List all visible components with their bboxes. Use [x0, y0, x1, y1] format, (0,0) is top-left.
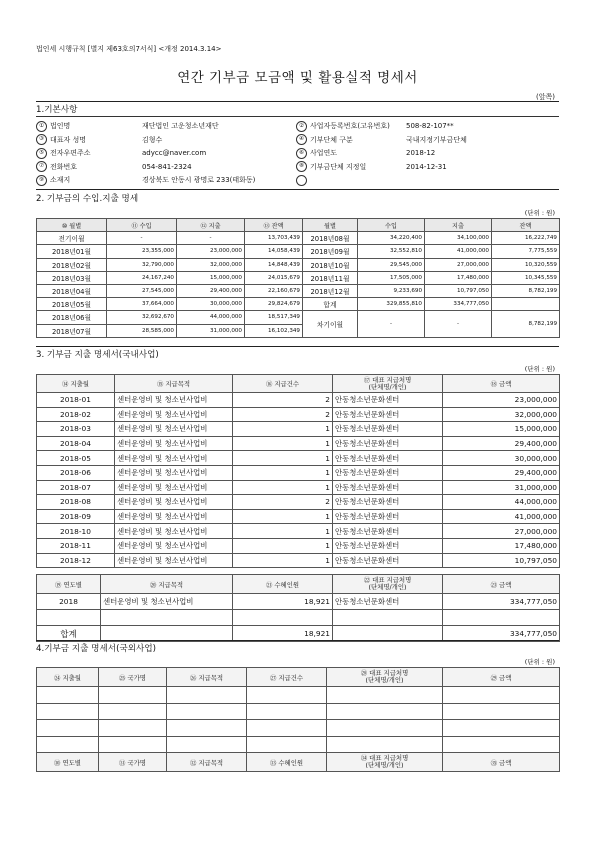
- cell-balance: 14,058,439: [245, 245, 303, 258]
- table-row: [37, 610, 560, 626]
- cell-count: 2: [233, 393, 333, 408]
- cell-month: 2018-05: [37, 451, 115, 466]
- cell-count: 1: [233, 509, 333, 524]
- cell-balance: [492, 298, 560, 311]
- field-number: ⑦: [36, 161, 47, 172]
- cell-year: 2018: [37, 594, 101, 610]
- total-amount: 334,777,050: [443, 626, 560, 642]
- col-country: ㉕ 국가명: [99, 668, 167, 687]
- cell-recipient: 안동청소년문화센터: [333, 594, 443, 610]
- col-income-2: 수입: [358, 219, 425, 232]
- cell-amount: 41,000,000: [443, 509, 560, 524]
- cell-month: 2018년10월: [303, 258, 358, 271]
- cell-purpose: 센터운영비 및 청소년사업비: [115, 451, 233, 466]
- col-beneficiaries: ㉝ 수혜인원: [247, 753, 327, 772]
- table-row: [37, 393, 560, 408]
- cell-expense: -: [177, 232, 245, 245]
- table-row: [37, 509, 560, 524]
- cell-month: 2018-06: [37, 465, 115, 480]
- col-recipient-line1: ㉒ 대표 지급처명: [363, 576, 412, 584]
- cell-expense: 334,777,050: [425, 298, 492, 311]
- cell-recipient: 안동청소년문화센터: [333, 422, 443, 437]
- cell-income: 23,355,000: [107, 245, 177, 258]
- col-recipient-line1: ㉞ 대표 지급처명: [360, 754, 409, 762]
- cell-carry-bal: 8,782,199: [492, 311, 560, 337]
- col-balance: ⑬ 잔액: [245, 219, 303, 232]
- table-row: [37, 495, 560, 510]
- cell-expense: 15,000,000: [177, 271, 245, 284]
- table-header-row: [37, 219, 560, 232]
- cell-expense: 34,100,000: [425, 232, 492, 245]
- cell-income: 32,552,810: [358, 245, 425, 258]
- cell-amount: 23,000,000: [443, 393, 560, 408]
- field-number: ③: [36, 134, 47, 145]
- table-header-row: [37, 668, 560, 687]
- cell-purpose: 센터운영비 및 청소년사업비: [115, 465, 233, 480]
- field-label: 소재지: [50, 176, 71, 185]
- cell-count: 1: [233, 480, 333, 495]
- cell-balance: 7,775,559: [492, 245, 560, 258]
- col-month-2: 월별: [303, 219, 358, 232]
- table-row: [37, 524, 560, 539]
- col-recipient-line2: (단체명/개인): [368, 583, 407, 591]
- cell-month: 2018년08월: [303, 232, 358, 245]
- table-row: [37, 687, 560, 704]
- cell-amount: 29,400,000: [443, 465, 560, 480]
- cell-purpose: 센터운영비 및 청소년사업비: [115, 393, 233, 408]
- cell-purpose: 센터운영비 및 청소년사업비: [101, 594, 233, 610]
- cell-amount: 15,000,000: [443, 422, 560, 437]
- field-value: 2018-12: [406, 149, 436, 158]
- cell-recipient: 안동청소년문화센터: [333, 451, 443, 466]
- table-row: [37, 284, 560, 297]
- cell-expense: 30,000,000: [177, 298, 245, 311]
- field-value: 2014-12-31: [406, 162, 447, 171]
- cell-income: -: [107, 232, 177, 245]
- cell-month: 2018년03월: [37, 271, 107, 284]
- cell-balance: 13,703,439: [245, 232, 303, 245]
- col-year: ⑲ 연도별: [37, 575, 101, 594]
- cell-carry-m: 차기이월: [303, 311, 358, 337]
- cell-beneficiaries: 18,921: [233, 594, 333, 610]
- cell-recipient: 안동청소년문화센터: [333, 480, 443, 495]
- annual-summary-table: [36, 574, 560, 642]
- section3-unit: (단위 : 원): [524, 365, 555, 373]
- cell-purpose: 센터운영비 및 청소년사업비: [115, 553, 233, 568]
- cell-purpose: 센터운영비 및 청소년사업비: [115, 538, 233, 553]
- cell-income: 32,692,670: [107, 311, 177, 324]
- cell-income: 27,545,000: [107, 284, 177, 297]
- col-amount: ㉓ 금액: [443, 575, 560, 594]
- cell-balance: 22,160,679: [245, 284, 303, 297]
- table-row: [37, 311, 560, 324]
- field-number: [296, 175, 307, 186]
- cell-amount: 32,000,000: [443, 407, 560, 422]
- col-count: ㉗ 지급건수: [247, 668, 327, 687]
- cell-month: 2018년12월: [303, 284, 358, 297]
- cell-month: 2018-07: [37, 480, 115, 495]
- cell-income: 34,220,400: [358, 232, 425, 245]
- cell-count: 1: [233, 553, 333, 568]
- field-number: ⑤: [36, 148, 47, 159]
- cell-recipient: 안동청소년문화센터: [333, 509, 443, 524]
- cell-recipient: 안동청소년문화센터: [333, 553, 443, 568]
- col-purpose: ⑮ 지급목적: [115, 375, 233, 393]
- field-label: 사업연도: [310, 149, 338, 158]
- cell-income: 9,233,690: [358, 284, 425, 297]
- col-expense-2: 지출: [425, 219, 492, 232]
- col-expense-month: ㉔ 지출월: [37, 668, 99, 687]
- field-number: ⑨: [36, 175, 47, 186]
- table-header-row: [37, 575, 560, 594]
- field-label: 기부금단체 지정일: [310, 162, 367, 171]
- cell-balance: 16,222,749: [492, 232, 560, 245]
- cell-amount: 334,777,050: [443, 594, 560, 610]
- section2-title: 2. 기부금의 수입.지출 명세: [36, 194, 139, 204]
- cell-month: 2018-11: [37, 538, 115, 553]
- cell-expense: 17,480,000: [425, 271, 492, 284]
- cell-balance: 29,824,679: [245, 298, 303, 311]
- field-number: ⑥: [296, 148, 307, 159]
- col-recipient-line2: (단체명/개인): [365, 761, 404, 769]
- field-value: 508-82-107**: [406, 122, 454, 130]
- field-value: 경상북도 안동시 광명로 233(태화동): [142, 176, 256, 185]
- field-number: ②: [296, 121, 307, 132]
- col-purpose: ㉜ 지급목적: [167, 753, 247, 772]
- table-row: [37, 720, 560, 737]
- cell-recipient: 안동청소년문화센터: [333, 524, 443, 539]
- table-row: [37, 422, 560, 437]
- section4-title: 4.기부금 지출 명세서(국외사업): [36, 644, 156, 654]
- cell-month: 2018년09월: [303, 245, 358, 258]
- table-header-row-2: [37, 753, 560, 772]
- section1-title: 1.기본사항: [36, 105, 78, 115]
- section3-title: 3. 기부금 지출 명세서(국내사업): [36, 350, 159, 360]
- cell-count: 1: [233, 465, 333, 480]
- table-row: [37, 451, 560, 466]
- cell-expense: 29,400,000: [177, 284, 245, 297]
- table-row: [37, 480, 560, 495]
- basic-info-row: [36, 133, 559, 147]
- col-country: ㉛ 국가명: [99, 753, 167, 772]
- col-month: ⑩ 월별: [37, 219, 107, 232]
- table-row: [37, 271, 560, 284]
- cell-expense: 32,000,000: [177, 258, 245, 271]
- field-value: adycc@naver.com: [142, 149, 207, 158]
- cell-balance: 14,848,439: [245, 258, 303, 271]
- table-row: [37, 258, 560, 271]
- cell-income: 28,585,000: [107, 324, 177, 337]
- col-income: ⑪ 수입: [107, 219, 177, 232]
- field-label: 법인명: [50, 122, 71, 130]
- cell-balance: 16,102,349: [245, 324, 303, 337]
- table-row: [37, 553, 560, 568]
- cell-carry-in: -: [358, 311, 425, 337]
- table-row: [37, 436, 560, 451]
- cell-month: 2018년05월: [37, 298, 107, 311]
- cell-month: 2018년01월: [37, 245, 107, 258]
- cell-count: 1: [233, 436, 333, 451]
- cell-income: 17,505,000: [358, 271, 425, 284]
- cell-count: 1: [233, 538, 333, 553]
- cell-month: 2018-02: [37, 407, 115, 422]
- cell-month: 2018-01: [37, 393, 115, 408]
- basic-info-row: [36, 160, 559, 174]
- cell-balance: 18,517,349: [245, 311, 303, 324]
- cell-recipient: 안동청소년문화센터: [333, 407, 443, 422]
- cell-count: 1: [233, 451, 333, 466]
- table-row: [37, 736, 560, 753]
- section2-unit: (단위 : 원): [524, 209, 555, 217]
- page-title: 연간 기부금 모금액 및 활용실적 명세서: [177, 70, 418, 86]
- cell-month: 2018-08: [37, 495, 115, 510]
- col-count: ⑯ 지급건수: [233, 375, 333, 393]
- cell-amount: 29,400,000: [443, 436, 560, 451]
- section4-unit: (단위 : 원): [524, 658, 555, 666]
- total-beneficiaries: 18,921: [233, 626, 333, 642]
- cell-balance: 10,345,559: [492, 271, 560, 284]
- cell-recipient: 안동청소년문화센터: [333, 436, 443, 451]
- cell-carry-out: -: [425, 311, 492, 337]
- cell-income: 32,790,000: [107, 258, 177, 271]
- cell-purpose: 센터운영비 및 청소년사업비: [115, 524, 233, 539]
- cell-recipient: 안동청소년문화센터: [333, 495, 443, 510]
- col-amount: ㉙ 금액: [443, 668, 560, 687]
- cell-income: 24,167,240: [107, 271, 177, 284]
- cell-recipient: 안동청소년문화센터: [333, 393, 443, 408]
- cell-amount: 31,000,000: [443, 480, 560, 495]
- col-amount: ⑱ 금액: [443, 375, 560, 393]
- cell-balance: 10,320,559: [492, 258, 560, 271]
- col-year: ㉚ 연도별: [37, 753, 99, 772]
- cell-month: 2018년04월: [37, 284, 107, 297]
- table-row: [37, 594, 560, 610]
- basic-info-row: [36, 119, 559, 133]
- form-regulation: 법인세 시행규칙 [별지 제63호의7서식] <개정 2014.3.14>: [36, 45, 222, 53]
- table-row: [37, 245, 560, 258]
- cell-count: 1: [233, 422, 333, 437]
- cell-month: 2018-10: [37, 524, 115, 539]
- table-row: [37, 538, 560, 553]
- cell-expense: 10,797,050: [425, 284, 492, 297]
- field-number: ④: [296, 134, 307, 145]
- cell-purpose: 센터운영비 및 청소년사업비: [115, 495, 233, 510]
- field-label: 기부단체 구분: [310, 135, 353, 144]
- cell-month: 2018-04: [37, 436, 115, 451]
- cell-count: 1: [233, 524, 333, 539]
- basic-info-row: [36, 173, 559, 187]
- cell-expense: 27,000,000: [425, 258, 492, 271]
- field-label: 전자우편주소: [50, 149, 91, 158]
- cell-amount: 30,000,000: [443, 451, 560, 466]
- col-recipient-line2: (단체명/개인): [368, 382, 407, 391]
- cell-month: 합계: [303, 298, 358, 311]
- cell-amount: 27,000,000: [443, 524, 560, 539]
- col-recipient: [327, 668, 443, 687]
- cell-purpose: 센터운영비 및 청소년사업비: [115, 436, 233, 451]
- col-recipient: [327, 753, 443, 772]
- section1-top-rule: [36, 101, 559, 102]
- table-row: [37, 298, 560, 311]
- cell-amount: 10,797,050: [443, 553, 560, 568]
- table-row: [37, 465, 560, 480]
- field-label: 사업자등록번호(고유번호): [310, 122, 390, 130]
- field-number: ⑧: [296, 161, 307, 172]
- cell-recipient: 안동청소년문화센터: [333, 465, 443, 480]
- section3-top-rule: [36, 346, 559, 347]
- cell-month: 2018년07월: [37, 324, 107, 337]
- col-expense: ⑫ 지출: [177, 219, 245, 232]
- field-value: 국내지정기부금단체: [406, 135, 467, 144]
- cell-recipient: 안동청소년문화센터: [333, 538, 443, 553]
- col-purpose: ⑳ 지급목적: [101, 575, 233, 594]
- section2-top-rule: [36, 189, 559, 190]
- col-amount: ㉟ 금액: [443, 753, 560, 772]
- cell-expense: 44,000,000: [177, 311, 245, 324]
- table-row: [37, 407, 560, 422]
- cell-month: 2018-09: [37, 509, 115, 524]
- cell-month: 2018-03: [37, 422, 115, 437]
- field-value: 054-841-2324: [142, 162, 192, 171]
- cell-month: 2018-12: [37, 553, 115, 568]
- field-value: 김형수: [142, 135, 163, 144]
- cell-expense: 41,000,000: [425, 245, 492, 258]
- section4-top-rule: [36, 640, 559, 641]
- cell-income: 29,545,000: [358, 258, 425, 271]
- cell-purpose: 센터운영비 및 청소년사업비: [115, 480, 233, 495]
- overseas-expense-table: [36, 667, 560, 772]
- field-number: ①: [36, 121, 47, 132]
- field-label: 전화번호: [50, 162, 78, 171]
- col-beneficiaries: ㉑ 수혜인원: [233, 575, 333, 594]
- table-row: [37, 232, 560, 245]
- cell-income: 37,664,000: [107, 298, 177, 311]
- cell-purpose: 센터운영비 및 청소년사업비: [115, 407, 233, 422]
- col-purpose: ㉖ 지급목적: [167, 668, 247, 687]
- col-recipient: [333, 375, 443, 393]
- total-label: 합계: [37, 626, 101, 642]
- cell-count: 2: [233, 495, 333, 510]
- basic-info-row: [36, 146, 559, 160]
- income-expense-table: [36, 218, 560, 338]
- cell-month: 전기이월: [37, 232, 107, 245]
- cell-month: 2018년11월: [303, 271, 358, 284]
- field-label: 대표자 성명: [50, 135, 87, 144]
- col-recipient-line1: ⑰ 대표 지급처명: [363, 375, 412, 384]
- cell-month: 2018년02월: [37, 258, 107, 271]
- section1-title-rule: [36, 116, 559, 117]
- cell-amount: 17,480,000: [443, 538, 560, 553]
- cell-purpose: 센터운영비 및 청소년사업비: [115, 509, 233, 524]
- cell-balance: 8,782,199: [492, 284, 560, 297]
- cell-count: 2: [233, 407, 333, 422]
- col-recipient-line2: (단체명/개인): [365, 676, 404, 684]
- cell-purpose: 센터운영비 및 청소년사업비: [115, 422, 233, 437]
- cell-expense: 31,000,000: [177, 324, 245, 337]
- cell-month: 2018년06월: [37, 311, 107, 324]
- cell-amount: 44,000,000: [443, 495, 560, 510]
- cell-balance: 24,015,679: [245, 271, 303, 284]
- table-header-row: [37, 375, 560, 393]
- table-row: [37, 703, 560, 720]
- field-value: 재단법인 고운청소년재단: [142, 122, 219, 130]
- cell-income: 329,855,810: [358, 298, 425, 311]
- page-mark: (앞쪽): [536, 93, 555, 101]
- cell-expense: 23,000,000: [177, 245, 245, 258]
- col-recipient-line1: ㉘ 대표 지급처명: [360, 669, 409, 677]
- col-recipient: [333, 575, 443, 594]
- col-expense-month: ⑭ 지출월: [37, 375, 115, 393]
- domestic-expense-table: [36, 374, 560, 568]
- col-balance-2: 잔액: [492, 219, 560, 232]
